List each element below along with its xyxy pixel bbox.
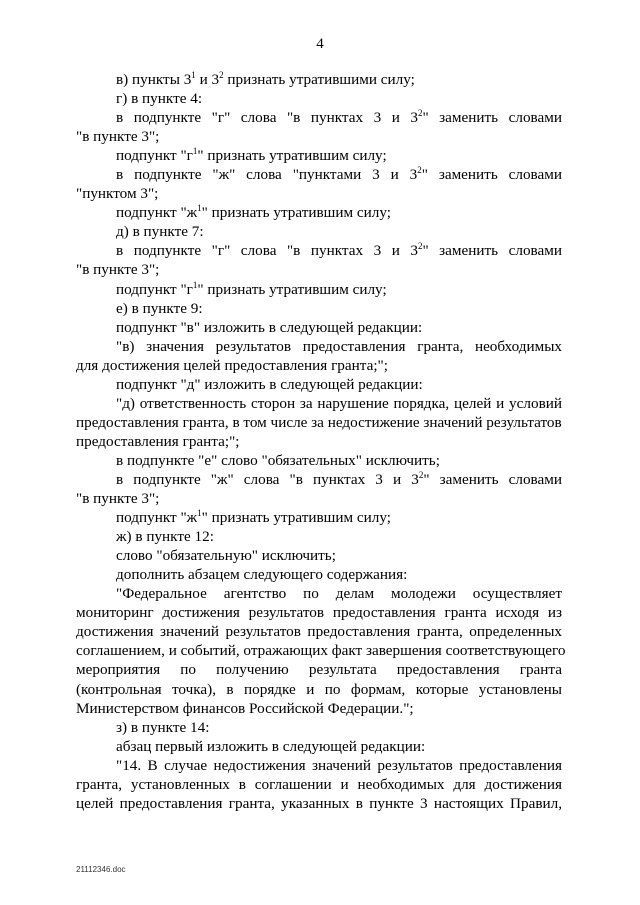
superscript: 2: [219, 70, 224, 80]
text-line: [76, 756, 562, 775]
superscript: 1: [192, 279, 198, 290]
line-text: "д) ответственность сторон за нарушение порядка, целей и условий: [116, 394, 562, 412]
text-line: [76, 146, 562, 165]
text-line: [76, 203, 562, 222]
superscript: 1: [191, 70, 196, 80]
line-text: "14. В случае недостижения значений результатов предоставления: [116, 756, 562, 774]
text-line: [76, 89, 562, 108]
line-text: для достижения целей предоставления гранта;";: [76, 356, 388, 374]
line-text: (контрольная точка), в порядке и по формам, которые установлены: [76, 680, 562, 698]
line-text: "Федеральное агентство по делам молодежи осуществляет: [116, 585, 562, 603]
line-text: "в пункте 3";: [76, 490, 160, 508]
line-text: в подпункте "ж" слова "в пунктах 3 и 3: [116, 470, 419, 488]
line-text: подпункт "г: [116, 280, 193, 298]
line-text: в подпункте "г" слова "в пунктах 3 и 3: [116, 109, 418, 127]
superscript: 2: [417, 165, 422, 176]
text-line: [76, 299, 562, 318]
line-text: " признать утратившим силу;: [201, 204, 391, 222]
text-line: [76, 451, 562, 470]
line-text: " заменить словами: [421, 166, 563, 184]
line-text: в подпункте "е" слово "обязательных" исключить;: [116, 451, 440, 469]
text-line: [76, 222, 562, 241]
line-text: ж) в пункте 12:: [116, 528, 214, 546]
line-text: и 3: [195, 71, 220, 88]
line-text: признать утратившими силу;: [223, 71, 415, 88]
text-line: [76, 546, 562, 565]
line-text: " признать утратившим силу;: [197, 147, 387, 165]
superscript: 1: [197, 508, 202, 519]
line-text: в подпункте "ж" слова "пунктами 3 и 3: [116, 166, 418, 184]
line-text: мониторинг достижения результатов предоставления гранта исходя из: [76, 604, 562, 622]
document-code: 21112346.doc: [76, 865, 126, 874]
text-line: [76, 470, 562, 489]
text-line: [76, 603, 562, 622]
line-text: гранта, установленных в соглашении и необходимых для достижения: [76, 775, 562, 793]
line-text: предоставления гранта, в том числе за недостижение значений результатов: [76, 413, 562, 431]
line-text: подпункт "в" изложить в следующей редакции:: [116, 318, 423, 336]
line-text: "в) значения результатов предоставления гранта, необходимых: [116, 337, 562, 355]
text-line: [76, 318, 562, 337]
text-line: [76, 641, 566, 660]
line-text: в подпункте "г" слова "в пунктах 3 и 3: [116, 242, 418, 260]
text-line: [76, 737, 562, 756]
line-text: " заменить словами: [422, 109, 562, 127]
line-text: в) пункты 3: [116, 71, 192, 88]
line-text: абзац первый изложить в следующей редакции:: [116, 737, 426, 755]
line-text: "пунктом 3";: [76, 185, 159, 203]
text-line: [76, 337, 562, 356]
text-line: [76, 489, 562, 508]
line-text: е) в пункте 9:: [116, 299, 203, 317]
text-line: [76, 718, 562, 737]
text-line: [76, 260, 562, 279]
text-line: [76, 394, 562, 413]
line-text: "в пункте 3";: [76, 261, 160, 279]
text-line: [76, 527, 562, 546]
line-text: г) в пункте 4:: [116, 90, 203, 108]
text-line: [76, 241, 562, 260]
line-text: " признать утратившим силу;: [201, 509, 391, 527]
line-text: мероприятия по получению результата предоставления гранта: [76, 661, 562, 679]
text-line: [76, 699, 562, 718]
text-line: [76, 108, 562, 127]
text-line: [76, 165, 562, 184]
superscript: 2: [417, 108, 423, 119]
text-line: [76, 622, 562, 641]
text-line: [76, 565, 562, 584]
superscript: 2: [418, 469, 424, 480]
line-text: Министерством финансов Российской Федерации.";: [76, 699, 414, 717]
text-line: [76, 432, 562, 451]
text-line: [76, 413, 562, 432]
line-text: соглашением, и событий, отражающих факт завершения соответствующего: [76, 642, 566, 660]
text-line: [76, 584, 562, 603]
document-body: [76, 70, 566, 813]
line-text: предоставления гранта;";: [76, 432, 240, 450]
line-text: " признать утратившим силу;: [197, 280, 387, 298]
line-text: дополнить абзацем следующего содержания:: [116, 566, 408, 584]
line-text: достижения значений результатов предоставления гранта, определенных: [76, 623, 562, 641]
text-line: [76, 775, 562, 794]
line-text: "в пункте 3";: [76, 128, 160, 146]
text-line: [76, 508, 562, 527]
line-text: целей предоставления гранта, указанных в пункте 3 настоящих Правил,: [76, 794, 562, 812]
text-line: [76, 794, 562, 813]
text-line: [76, 680, 562, 699]
line-text: " заменить словами: [422, 242, 562, 260]
line-text: " заменить словами: [423, 470, 562, 488]
text-line: [76, 280, 562, 299]
text-line: [76, 70, 562, 89]
page-number: 4: [316, 36, 324, 52]
line-text: подпункт "ж: [116, 509, 198, 527]
text-line: [76, 375, 562, 394]
line-text: з) в пункте 14:: [116, 718, 210, 736]
text-line: [76, 660, 562, 679]
line-text: слово "обязательную" исключить;: [116, 547, 336, 565]
line-text: подпункт "ж: [116, 204, 198, 222]
text-line: [76, 127, 562, 146]
line-text: подпункт "д" изложить в следующей редакции:: [116, 375, 423, 393]
line-text: подпункт "г: [116, 147, 193, 165]
line-text: д) в пункте 7:: [116, 223, 204, 241]
text-line: [76, 356, 562, 375]
text-line: [76, 184, 562, 203]
superscript: 1: [197, 203, 202, 214]
superscript: 1: [192, 146, 198, 157]
superscript: 2: [417, 241, 423, 252]
